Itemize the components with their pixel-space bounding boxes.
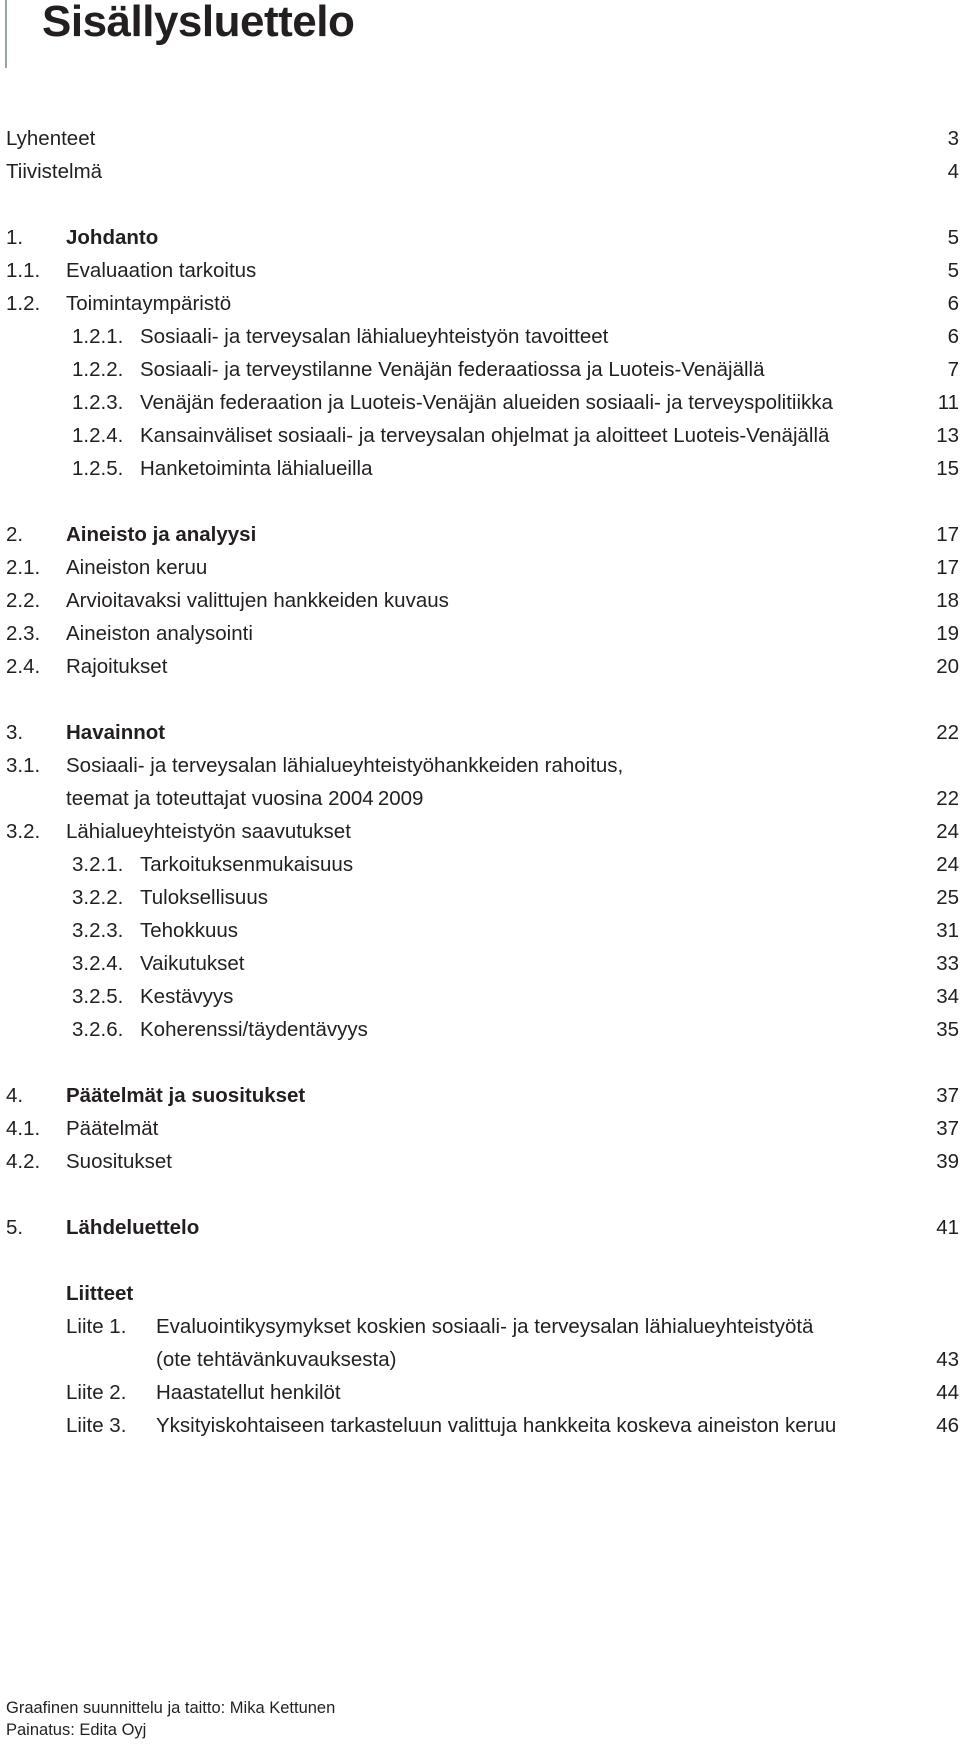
toc-section-4-2[interactable]	[6, 1145, 959, 1178]
toc-number: 3.2.5.	[72, 985, 124, 1008]
toc-page-number: 33	[936, 952, 959, 975]
toc-subsection-1-2-5[interactable]	[6, 452, 959, 485]
appendices-heading-row	[6, 1277, 959, 1310]
toc-page-number: 4	[947, 160, 959, 183]
toc-page-number: 13	[936, 424, 959, 447]
toc-entry-lyhenteet[interactable]	[6, 122, 959, 155]
toc-number: 3.2.2.	[72, 886, 124, 909]
toc-number: 3.2.	[6, 820, 41, 843]
toc-section-title: Arvioitavaksi valittujen hankkeiden kuvaus	[66, 589, 449, 612]
toc-page-number: 37	[936, 1117, 959, 1140]
toc-subsection-title: Sosiaali- ja terveysalan lähialueyhteistyön tavoitteet	[140, 325, 609, 348]
toc-page-number: 6	[947, 325, 959, 348]
toc-page-number: 5	[947, 259, 959, 282]
toc-section-title: Toimintaympäristö	[66, 292, 232, 315]
toc-page-number: 24	[936, 853, 959, 876]
toc-subsection-title: Sosiaali- ja terveystilanne Venäjän federaatiossa ja Luoteis-Venäjällä	[140, 358, 765, 381]
toc-number: 1.1.	[6, 259, 41, 282]
toc-subsection-title: Kestävyys	[140, 985, 234, 1008]
toc-subsection-title: Tehokkuus	[140, 919, 239, 942]
toc-section-title-line2: teemat ja toteuttajat vuosina 2004 2009	[66, 787, 424, 810]
toc-page-number: 24	[936, 820, 959, 843]
appendix-label: Liite 1.	[66, 1315, 127, 1338]
toc-section-2-4[interactable]	[6, 650, 959, 683]
toc-page-number: 25	[936, 886, 959, 909]
toc-subsection-title: Venäjän federaation ja Luoteis-Venäjän alueiden sosiaali- ja terveyspolitiikka	[140, 391, 833, 414]
toc-section-title: Rajoitukset	[66, 655, 168, 678]
toc-number: 3.2.3.	[72, 919, 124, 942]
toc-chapter-title: Päätelmät ja suositukset	[66, 1084, 306, 1107]
toc-page-number: 17	[936, 556, 959, 579]
toc-section-3-1[interactable]	[6, 749, 959, 782]
toc-page-number: 41	[936, 1216, 959, 1239]
toc-page-number: 31	[936, 919, 959, 942]
toc-section-2-2[interactable]	[6, 584, 959, 617]
toc-page-number: 35	[936, 1018, 959, 1041]
toc-chapter-title: Lähdeluettelo	[66, 1216, 200, 1239]
toc-number: 4.1.	[6, 1117, 41, 1140]
toc-section-4-1[interactable]	[6, 1112, 959, 1145]
toc-page-number: 19	[936, 622, 959, 645]
appendix-label: Liite 2.	[66, 1381, 127, 1404]
toc-subsection-1-2-1[interactable]	[6, 320, 959, 353]
title-accent-bar	[5, 0, 7, 68]
toc-section-1-1[interactable]	[6, 254, 959, 287]
toc-chapter-title: Aineisto ja analyysi	[66, 523, 257, 546]
toc-page-number: 34	[936, 985, 959, 1008]
toc-subsection-3-2-2[interactable]	[6, 881, 959, 914]
toc-section-title: Evaluaation tarkoitus	[66, 259, 257, 282]
toc-section-3-1-continued[interactable]	[6, 782, 959, 815]
toc-text: Lyhenteet	[6, 127, 96, 150]
toc-number: 1.2.3.	[72, 391, 124, 414]
toc-section-1-2[interactable]	[6, 287, 959, 320]
toc-subsection-1-2-2[interactable]	[6, 353, 959, 386]
toc-page-number: 18	[936, 589, 959, 612]
appendix-title: Haastatellut henkilöt	[156, 1381, 341, 1404]
toc-subsection-title: Vaikutukset	[140, 952, 245, 975]
toc-number: 2.	[6, 523, 24, 546]
toc-number: 3.2.6.	[72, 1018, 124, 1041]
toc-section-3-2[interactable]	[6, 815, 959, 848]
toc-page-number: 17	[936, 523, 959, 546]
toc-subsection-1-2-4[interactable]	[6, 419, 959, 452]
toc-subsection-3-2-4[interactable]	[6, 947, 959, 980]
toc-section-title: Aineiston analysointi	[66, 622, 253, 645]
toc-chapter-title: Havainnot	[66, 721, 166, 744]
appendix-1-continued[interactable]	[6, 1343, 959, 1376]
toc-subsection-3-2-1[interactable]	[6, 848, 959, 881]
toc-number: 1.2.1.	[72, 325, 124, 348]
toc-subsection-title: Tarkoituksenmukaisuus	[140, 853, 354, 876]
toc-chapter-5[interactable]	[6, 1211, 959, 1244]
toc-chapter-title: Johdanto	[66, 226, 159, 249]
toc-subsection-title: Hanketoiminta lähialueilla	[140, 457, 373, 480]
toc-number: 2.4.	[6, 655, 41, 678]
toc-text: Tiivistelmä	[6, 160, 103, 183]
toc-number: 1.2.2.	[72, 358, 124, 381]
toc-number: 2.2.	[6, 589, 41, 612]
toc-page-number: 43	[936, 1348, 959, 1371]
toc-chapter-2[interactable]	[6, 518, 959, 551]
toc-page-number: 22	[936, 721, 959, 744]
toc-page-number: 46	[936, 1414, 959, 1437]
toc-subsection-3-2-6[interactable]	[6, 1013, 959, 1046]
appendix-3[interactable]	[6, 1409, 959, 1442]
toc-number: 4.2.	[6, 1150, 41, 1173]
toc-entry-tiivistelma[interactable]	[6, 155, 959, 188]
toc-number: 2.3.	[6, 622, 41, 645]
toc-page-number: 39	[936, 1150, 959, 1173]
toc-chapter-1[interactable]	[6, 221, 959, 254]
toc-subsection-3-2-3[interactable]	[6, 914, 959, 947]
toc-section-2-1[interactable]	[6, 551, 959, 584]
toc-page-number: 7	[947, 358, 959, 381]
toc-number: 1.2.	[6, 292, 41, 315]
toc-chapter-3[interactable]	[6, 716, 959, 749]
toc-section-2-3[interactable]	[6, 617, 959, 650]
toc-subsection-title: Kansainväliset sosiaali- ja terveysalan ohjelmat ja aloitteet Luoteis-Venäjällä	[140, 424, 830, 447]
toc-number: 1.2.5.	[72, 457, 124, 480]
toc-page-number: 3	[947, 127, 959, 150]
appendix-label: Liite 3.	[66, 1414, 127, 1437]
appendices-heading: Liitteet	[66, 1282, 134, 1305]
toc-page-number: 5	[947, 226, 959, 249]
page-title: Sisällysluettelo	[42, 0, 355, 46]
appendix-title: Yksityiskohtaiseen tarkasteluun valittuja hankkeita koskeva aineiston keruu	[156, 1414, 837, 1437]
toc-page-number: 44	[936, 1381, 959, 1404]
toc-page-number: 22	[936, 787, 959, 810]
toc-chapter-4[interactable]	[6, 1079, 959, 1112]
toc-page-number: 37	[936, 1084, 959, 1107]
toc-subsection-1-2-3[interactable]	[6, 386, 959, 419]
print-credit: Painatus: Edita Oyj	[6, 1721, 147, 1739]
toc-section-title: Aineiston keruu	[66, 556, 208, 579]
toc-section-title: Päätelmät	[66, 1117, 159, 1140]
toc-number: 2.1.	[6, 556, 41, 579]
toc-number: 3.1.	[6, 754, 41, 777]
appendix-2[interactable]	[6, 1376, 959, 1409]
toc-section-title: Lähialueyhteistyön saavutukset	[66, 820, 351, 843]
toc-subsection-title: Tuloksellisuus	[140, 886, 268, 909]
toc-page-number: 20	[936, 655, 959, 678]
toc-number: 4.	[6, 1084, 24, 1107]
toc-number: 3.2.1.	[72, 853, 124, 876]
toc-page-number: 11	[937, 391, 959, 414]
toc-number: 3.	[6, 721, 24, 744]
toc-section-title: Suositukset	[66, 1150, 172, 1173]
toc-page-number: 6	[947, 292, 959, 315]
toc-page-number: 15	[936, 457, 959, 480]
appendix-title-line2: (ote tehtävänkuvauksesta)	[156, 1348, 397, 1371]
toc-subsection-title: Koherenssi/täydentävyys	[140, 1018, 368, 1041]
toc-number: 1.2.4.	[72, 424, 124, 447]
toc-number: 5.	[6, 1216, 24, 1239]
appendix-1[interactable]	[6, 1310, 959, 1343]
toc-section-title: Sosiaali- ja terveysalan lähialueyhteistyöhankkeiden rahoitus,	[66, 754, 624, 777]
toc-number: 3.2.4.	[72, 952, 124, 975]
appendix-title: Evaluointikysymykset koskien sosiaali- ja terveysalan lähialueyhteistyötä	[156, 1315, 814, 1338]
toc-subsection-3-2-5[interactable]	[6, 980, 959, 1013]
design-credit: Graafinen suunnittelu ja taitto: Mika Kettunen	[6, 1699, 336, 1717]
toc-number: 1.	[6, 226, 24, 249]
